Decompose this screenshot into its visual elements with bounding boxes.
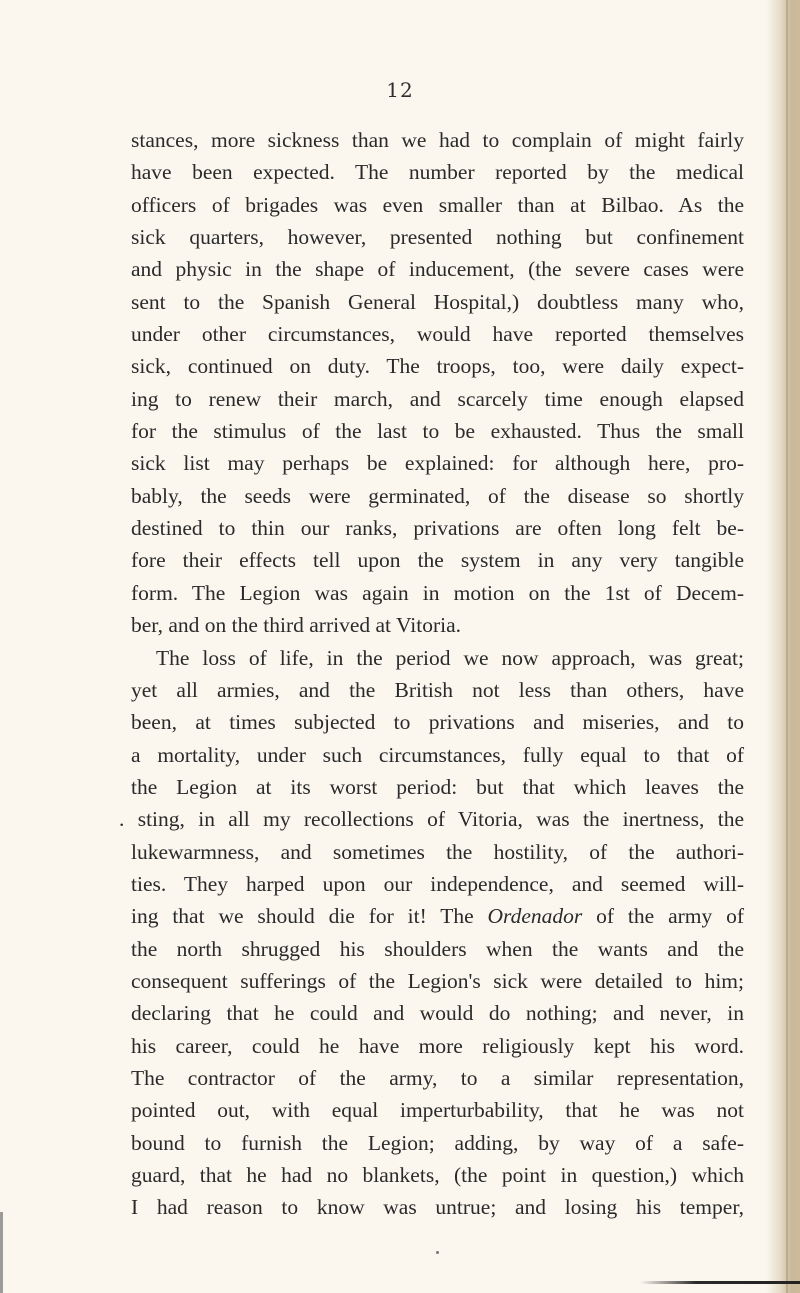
ink-speck xyxy=(436,1251,439,1254)
text-line: consequent sufferings of the Legion's sick were detailed to him; xyxy=(131,968,744,993)
text-line: sick, continued on duty. The troops, too, were daily expect- xyxy=(131,354,744,379)
text-line: pointed out, with equal imperturbability, that he was not xyxy=(131,1098,744,1123)
text-line: sent to the Spanish General Hospital,) doubtless many who, xyxy=(131,289,744,314)
text-line: the Legion at its worst period: but that which leaves the xyxy=(131,774,744,799)
text-line: guard, that he had no blankets, (the point in question,) which xyxy=(131,1163,744,1187)
text-line: yet all armies, and the British not less than others, have xyxy=(131,677,744,702)
text-line: I had reason to know was untrue; and losing his temper, xyxy=(131,1195,744,1220)
text-line: under other circumstances, would have reported themselves xyxy=(131,322,744,347)
text-line: . sting, in all my recollections of Vitoria, was the inertness, the xyxy=(119,807,744,832)
text-line: his career, could he have more religiously kept his word. xyxy=(131,1033,744,1058)
text-line: and physic in the shape of inducement, (the severe cases were xyxy=(131,257,744,282)
text-segment: of the army of xyxy=(582,904,745,929)
text-line: stances, more sickness than we had to complain of might fairly xyxy=(131,128,744,152)
text-line: declaring that he could and would do nothing; and never, in xyxy=(131,1001,744,1026)
bottom-edge-rule xyxy=(640,1281,800,1284)
text-line: ber, and on the third arrived at Vitoria. xyxy=(131,613,461,638)
text-line: ing to renew their march, and scarcely time enough elapsed xyxy=(131,386,744,411)
text-segment: ing that we should die for it! The xyxy=(131,904,474,929)
binding-edge xyxy=(786,0,788,1293)
body-text xyxy=(119,124,745,1224)
text-line: ties. They harped upon our independence, and seemed will- xyxy=(131,871,744,896)
text-line: sick quarters, however, presented nothing but confinement xyxy=(131,225,744,250)
text-line: sick list may perhaps be explained: for although here, pro- xyxy=(131,451,744,476)
text-line: The contractor of the army, to a similar representation, xyxy=(131,1065,744,1090)
text-line: fore their effects tell upon the system in any very tangible xyxy=(131,548,744,573)
text-line: the north shrugged his shoulders when the wants and the xyxy=(131,936,744,961)
italic-term: Ordenador xyxy=(487,904,583,929)
text-line: bound to furnish the Legion; adding, by way of a safe- xyxy=(131,1130,744,1155)
text-line: for the stimulus of the last to be exhausted. Thus the small xyxy=(131,419,744,444)
text-line: a mortality, under such circumstances, fully equal to that of xyxy=(131,742,744,767)
left-edge-mark xyxy=(0,1212,3,1293)
text-line-with-italic xyxy=(131,900,744,932)
binding-shadow xyxy=(766,0,800,1293)
text-line: lukewarmness, and sometimes the hostility, of the authori- xyxy=(131,839,744,864)
text-line: The loss of life, in the period we now approach, was great; xyxy=(156,645,744,670)
text-line: bably, the seeds were germinated, of the disease so shortly xyxy=(131,483,744,508)
page-number: 12 xyxy=(386,78,414,102)
text-line: form. The Legion was again in motion on the 1st of Decem- xyxy=(131,580,744,605)
text-line: have been expected. The number reported by the medical xyxy=(131,160,744,185)
text-line: destined to thin our ranks, privations are often long felt be- xyxy=(131,516,744,541)
text-line: officers of brigades was even smaller than at Bilbao. As the xyxy=(131,192,744,217)
text-line: been, at times subjected to privations and miseries, and to xyxy=(131,710,744,735)
